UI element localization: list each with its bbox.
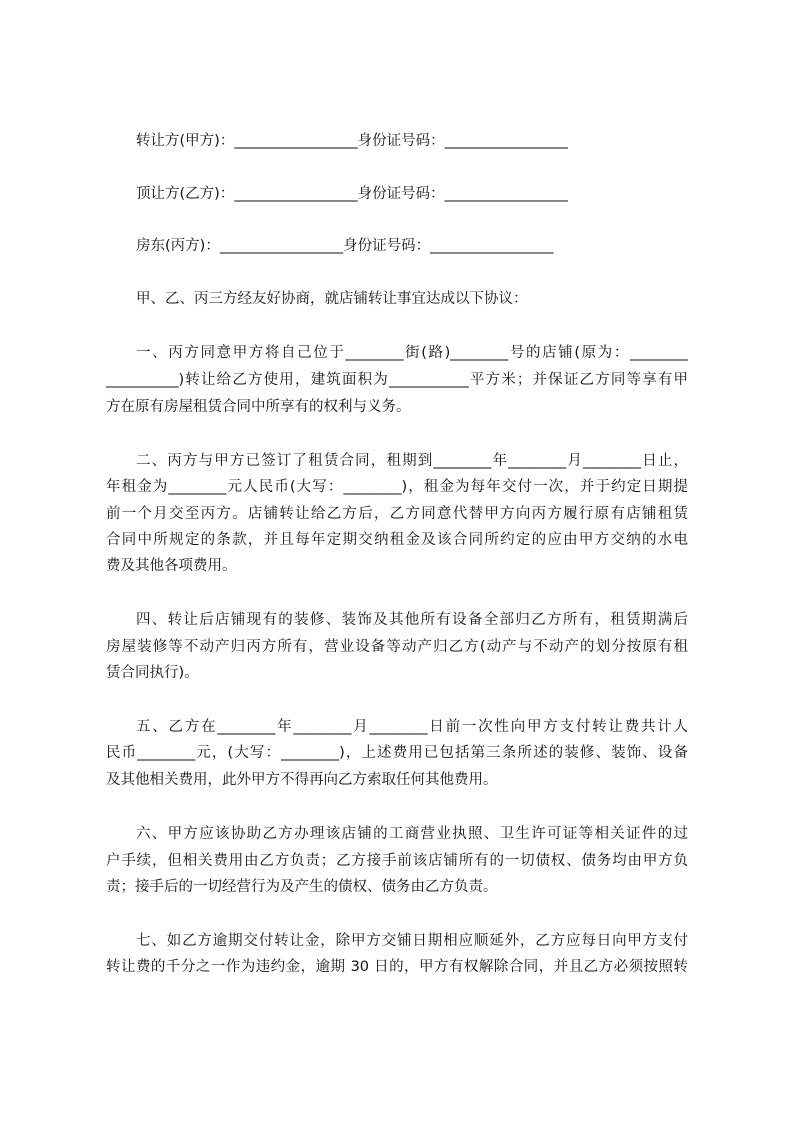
clause-5-line: 民币________元，(大写：________)，上述费用已包括第三条所述的装修、装饰、设备 — [106, 745, 688, 761]
clause-7-line: 转让费的千分之一作为违约金，逾期 30 日的，甲方有权解除合同，并且乙方必须按照转 — [106, 959, 688, 975]
clause-2-line: 年租金为________元人民币(大写：________)，租金为每年交付一次，并于约定日期提 — [106, 479, 688, 495]
clause-7-line: 七、如乙方逾期交付转让金，除甲方交铺日期相应顺延外，乙方应每日向甲方支付 — [136, 933, 688, 949]
clause-2-line: 费及其他各项费用。 — [106, 558, 237, 574]
party-landlord-line: 房东(丙方)：_________________身份证号码：_________________ — [136, 238, 554, 254]
clause-6-line: 六、甲方应该协助乙方办理该店铺的工商营业执照、卫生许可证等相关证件的过 — [136, 826, 688, 842]
party-transferee-line: 顶让方(乙方)：_________________身份证号码：_________________ — [136, 186, 568, 202]
clause-5-line: 及其他相关费用，此外甲方不得再向乙方索取任何其他费用。 — [106, 772, 498, 788]
clause-6-line: 责；接手后的一切经营行为及产生的债权、债务由乙方负责。 — [106, 879, 498, 895]
clause-4-line: 房屋装修等不动产归丙方所有，营业设备等动产归乙方(动产与不动产的划分按原有租 — [106, 639, 688, 655]
clause-5-line: 五、乙方在________年________月________日前一次性向甲方支付转让费共计人 — [136, 719, 688, 735]
clause-4-line: 赁合同执行)。 — [106, 665, 199, 681]
clause-6-line: 户手续，但相关费用由乙方负责；乙方接手前该店铺所有的一切债权、债务均由甲方负 — [106, 853, 688, 869]
clause-2-line: 前一个月交至丙方。店铺转让给乙方后，乙方同意代替甲方向丙方履行原有店铺租赁 — [106, 506, 688, 522]
intro-paragraph: 甲、乙、丙三方经友好协商，就店铺转让事宜达成以下协议： — [136, 291, 528, 307]
clause-1-line: 一、丙方同意甲方将自己位于________街(路)________号的店铺(原为：________ — [136, 345, 688, 361]
clause-2-line: 合同中所规定的条款，并且每年定期交纳租金及该合同所约定的应由甲方交纳的水电 — [106, 532, 688, 548]
clause-4-line: 四、转让后店铺现有的装修、装饰及其他所有设备全部归乙方所有，租赁期满后 — [136, 612, 688, 628]
party-transferor-line: 转让方(甲方)：_________________身份证号码：_________________ — [136, 133, 568, 149]
clause-1-line: __________)转让给乙方使用，建筑面积为___________平方米；并保证乙方同等享有甲 — [106, 372, 688, 388]
clause-2-line: 二、丙方与甲方已签订了租赁合同，租期到________年________月________日止， — [136, 453, 688, 469]
clause-1-line: 方在原有房屋租赁合同中所享有的权利与义务。 — [106, 399, 411, 415]
